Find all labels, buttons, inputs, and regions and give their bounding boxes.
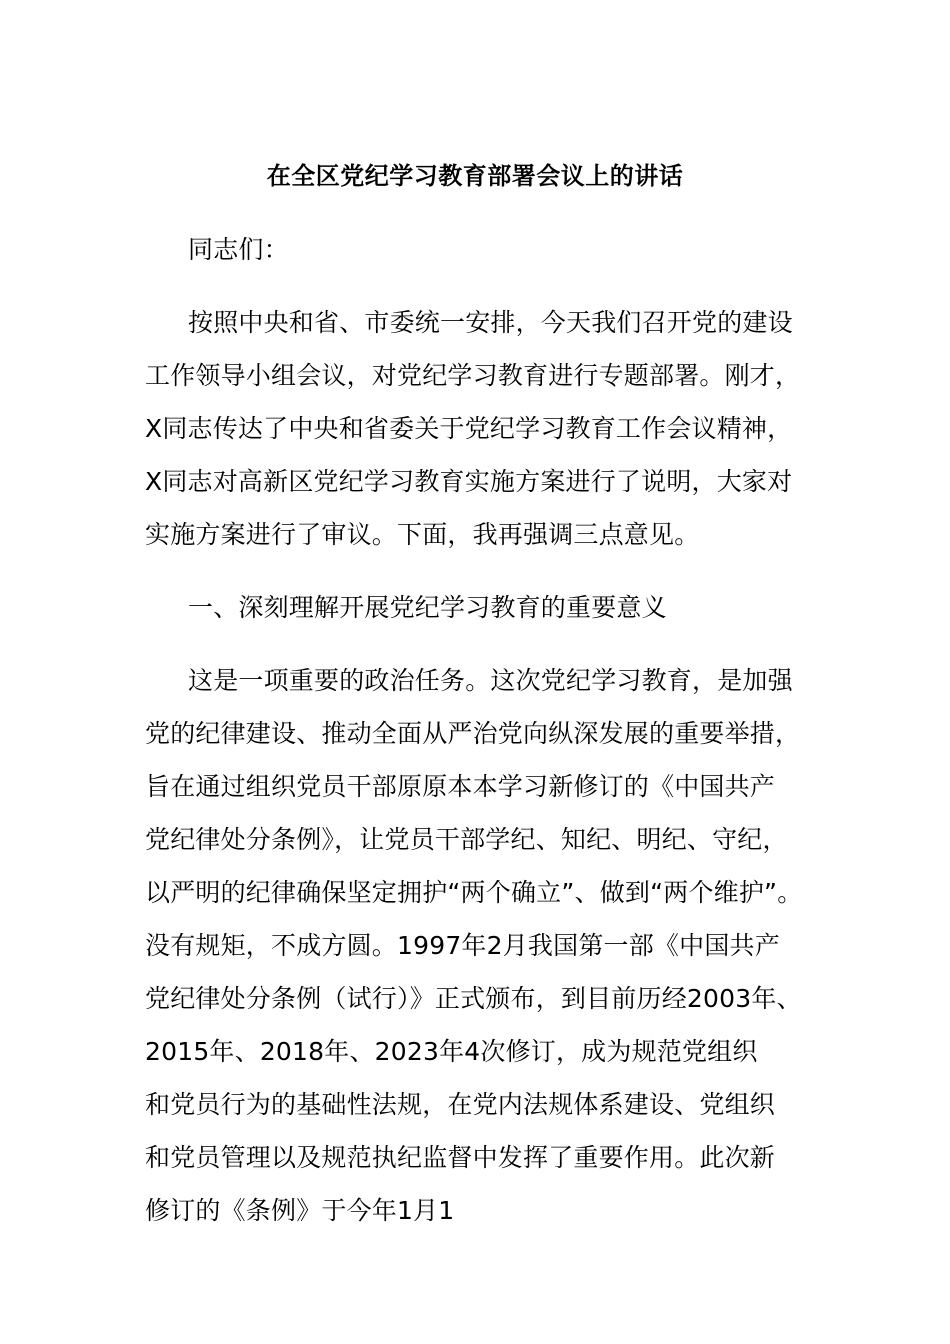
paragraph-line: 修订的《条例》于今年1月1 <box>145 1196 455 1225</box>
paragraph-line: X同志传达了中央和省委关于党纪学习教育工作会议精神， <box>145 414 793 443</box>
paragraph-line: 党纪律处分条例（试行）》正式颁布，到目前历经2003年、 <box>145 984 802 1013</box>
paragraph-line: 工作领导小组会议，对党纪学习教育进行专题部署。刚才， <box>145 361 801 390</box>
paragraph-line: 按照中央和省、市委统一安排，今天我们召开党的建设 <box>188 308 793 337</box>
salutation: 同志们： <box>188 235 289 264</box>
paragraph-line: 以严明的纪律确保坚定拥护“两个确立”、做到“两个维护”。 <box>145 878 803 907</box>
paragraph-line: 党的纪律建设、推动全面从严治党向纵深发展的重要举措， <box>145 719 801 748</box>
paragraph-line: 2015年、2018年、2023年4次修订，成为规范党组织 <box>145 1037 758 1066</box>
paragraph-line: X同志对高新区党纪学习教育实施方案进行了说明，大家对 <box>145 467 793 496</box>
document-title: 在全区党纪学习教育部署会议上的讲话 <box>266 162 684 190</box>
paragraph-line: 和党员管理以及规范执纪监督中发挥了重要作用。此次新 <box>145 1143 776 1172</box>
paragraph-line: 旨在通过组织党员干部原原本本学习新修订的《中国共产 <box>145 772 776 801</box>
paragraph-line: 党纪律处分条例》，让党员干部学纪、知纪、明纪、守纪， <box>145 825 788 854</box>
paragraph-line: 实施方案进行了审议。下面，我再强调三点意见。 <box>145 520 700 549</box>
paragraph-line: 这是一项重要的政治任务。这次党纪学习教育，是加强 <box>188 666 793 695</box>
paragraph-line: 和党员行为的基础性法规，在党内法规体系建设、党组织 <box>145 1090 776 1119</box>
paragraph-line: 没有规矩，不成方圆。1997年2月我国第一部《中国共产 <box>145 931 780 960</box>
section-heading: 一、深刻理解开展党纪学习教育的重要意义 <box>188 593 667 622</box>
